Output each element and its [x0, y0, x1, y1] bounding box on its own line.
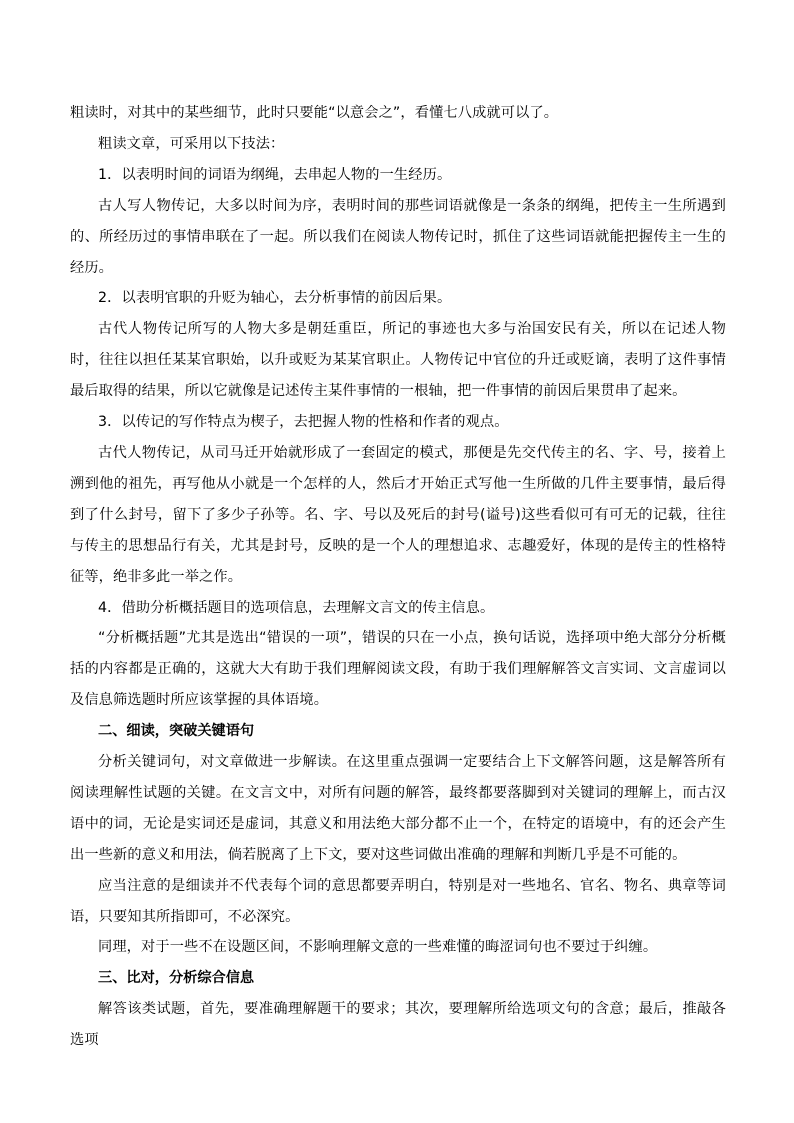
paragraph-attention: 应当注意的是细读并不代表每个词的意思都要弄明白，特别是对一些地名、官名、物名、典章等词语，只要知其所指即可，不必深究。: [70, 877, 726, 925]
section-heading-comparison: 三、比对，分析综合信息: [98, 970, 255, 987]
paragraph-analysis-question: “分析概括题”尤其是选出“错误的一项”，错误的只在一小点，换句话说，选择项中绝大部分分析概括的内容都是正确的，这就大大有助于我们理解阅读文段，有助于我们理解解答文言实词、文言虚词以及信息筛选题时所应该掌握的具体语境。: [70, 630, 726, 709]
paragraph-similarly: 同理，对于一些不在设题区间，不影响理解文意的一些难懂的晦涩词句也不要过于纠缠。: [98, 939, 658, 956]
paragraph-official-posts: 古代人物传记所写的人物大多是朝廷重臣，所记的事迹也大多与治国安民有关，所以在记述人物时，往往以担任某某官职始，以升或贬为某某官职止。人物传记中官位的升迁或贬谪，表明了这件事情最后取得的结果，所以它就像是记述传主某件事情的一根轴，把一件事情的前因后果贯串了起来。: [70, 321, 726, 400]
paragraph-time-words: 古人写人物传记，大多以时间为序，表明时间的那些词语就像是一条条的纲绳，把传主一生所遇到的、所经历过的事情串联在了一起。所以我们在阅读人物传记时，抓住了这些词语就能把握传主一生的经历。: [70, 197, 726, 276]
list-item-1: 1．以表明时间的词语为纲绳，去串起人物的一生经历。: [98, 166, 452, 183]
list-item-2: 2．以表明官职的升贬为轴心，去分析事情的前因后果。: [98, 290, 452, 307]
document-body: [70, 98, 726, 1056]
paragraph-method-intro: 粗读文章，可采用以下技法：: [98, 135, 285, 152]
list-item-4: 4．借助分析概括题目的选项信息，去理解文言文的传主信息。: [98, 599, 495, 616]
paragraph-intro: 粗读时，对其中的某些细节，此时只要能“以意会之”，看懂七八成就可以了。: [70, 105, 559, 121]
section-heading-detailed-reading: 二、细读，突破关键语句: [98, 723, 255, 740]
paragraph-key-words: 分析关键词句，对文章做进一步解读。在这里重点强调一定要结合上下文解答问题，这是解答所有阅读理解性试题的关键。在文言文中，对所有问题的解答，最终都要落脚到对关键词的理解上，而古汉语中的词，无论是实词还是虚词，其意义和用法绝大部分都不止一个，在特定的语境中，有的还会产生出一些新的意义和用法，倘若脱离了上下文，要对这些词做出准确的理解和判断几乎是不可能的。: [70, 754, 726, 863]
paragraph-biography-pattern: 古代人物传记，从司马迁开始就形成了一套固定的模式，那便是先交代传主的名、字、号，接着上溯到他的祖先，再写他从小就是一个怎样的人，然后才开始正式写他一生所做的几件主要事情，最后得到了什么封号，留下了多少子孙等。名、字、号以及死后的封号(谥号)这些看似可有可无的记载，往往与传主的思想品行有关，尤其是封号，反映的是一个人的理想追求、志趣爱好，体现的是传主的性格特征等，绝非多此一举之作。: [70, 444, 726, 585]
list-item-3: 3．以传记的写作特点为楔子，去把握人物的性格和作者的观点。: [98, 414, 509, 431]
paragraph-answering: 解答该类试题，首先，要准确理解题干的要求；其次，要理解所给选项文句的含意；最后，推敲各选项: [70, 1001, 726, 1049]
